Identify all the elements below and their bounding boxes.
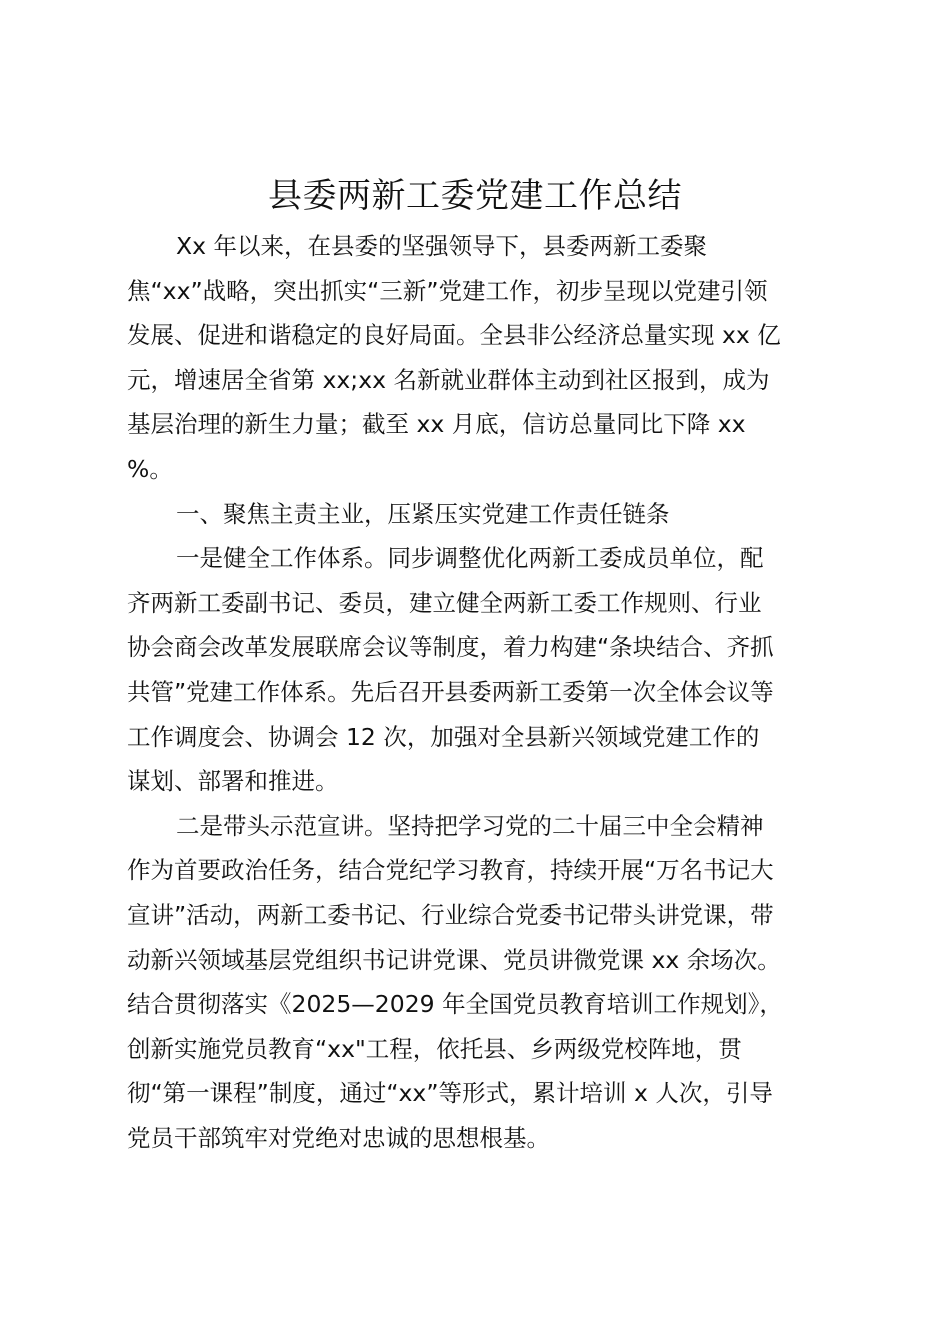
paragraph-line: 基层治理的新生力量；截至 xx 月底，信访总量同比下降 xx <box>127 410 746 439</box>
paragraph-line: 动新兴领域基层党组织书记讲党课、党员讲微党课 xx 余场次。 <box>127 945 781 974</box>
paragraph-line: 协会商会改革发展联席会议等制度，着力构建“条块结合、齐抓 <box>127 633 774 662</box>
paragraph-line: 发展、促进和谐稳定的良好局面。全县非公经济总量实现 xx 亿 <box>127 321 781 350</box>
paragraph-line: 创新实施党员教育“xx"工程，依托县、乡两级党校阵地，贯 <box>127 1034 742 1063</box>
section-heading: 一、聚焦主责主业，压紧压实党建工作责任链条 <box>176 499 670 528</box>
document-title: 县委两新工委党建工作总结 <box>268 176 682 216</box>
paragraph-line: 二是带头示范宣讲。坚持把学习党的二十届三中全会精神 <box>176 811 764 840</box>
paragraph-line: 谋划、部署和推进。 <box>127 767 339 796</box>
document-body <box>127 224 837 1160</box>
paragraph-line: 焦“xx”战略，突出抓实“三新”党建工作，初步呈现以党建引领 <box>127 276 768 305</box>
paragraph-line: 一是健全工作体系。同步调整优化两新工委成员单位，配 <box>176 544 764 573</box>
paragraph-line: 宣讲”活动，两新工委书记、行业综合党委书记带头讲党课，带 <box>127 900 774 929</box>
paragraph-line: 元，增速居全省第 xx;xx 名新就业群体主动到社区报到，成为 <box>127 365 770 394</box>
paragraph-line: 结合贯彻落实《2025—2029 年全国党员教育培训工作规划》， <box>127 990 783 1019</box>
paragraph-line: 工作调度会、协调会 12 次，加强对全县新兴领域党建工作的 <box>127 722 760 751</box>
paragraph-line: %。 <box>127 454 173 483</box>
paragraph-line: Xx 年以来，在县委的坚强领导下，县委两新工委聚 <box>176 232 707 260</box>
paragraph-line: 党员干部筑牢对党绝对忠诚的思想根基。 <box>127 1123 550 1152</box>
paragraph-line: 彻“第一课程”制度，通过“xx”等形式，累计培训 x 人次，引导 <box>127 1079 773 1108</box>
paragraph-line: 作为首要政治任务，结合党纪学习教育，持续开展“万名书记大 <box>127 856 774 885</box>
paragraph-line: 共管”党建工作体系。先后召开县委两新工委第一次全体会议等 <box>127 677 774 706</box>
paragraph-line: 齐两新工委副书记、委员，建立健全两新工委工作规则、行业 <box>127 588 762 617</box>
